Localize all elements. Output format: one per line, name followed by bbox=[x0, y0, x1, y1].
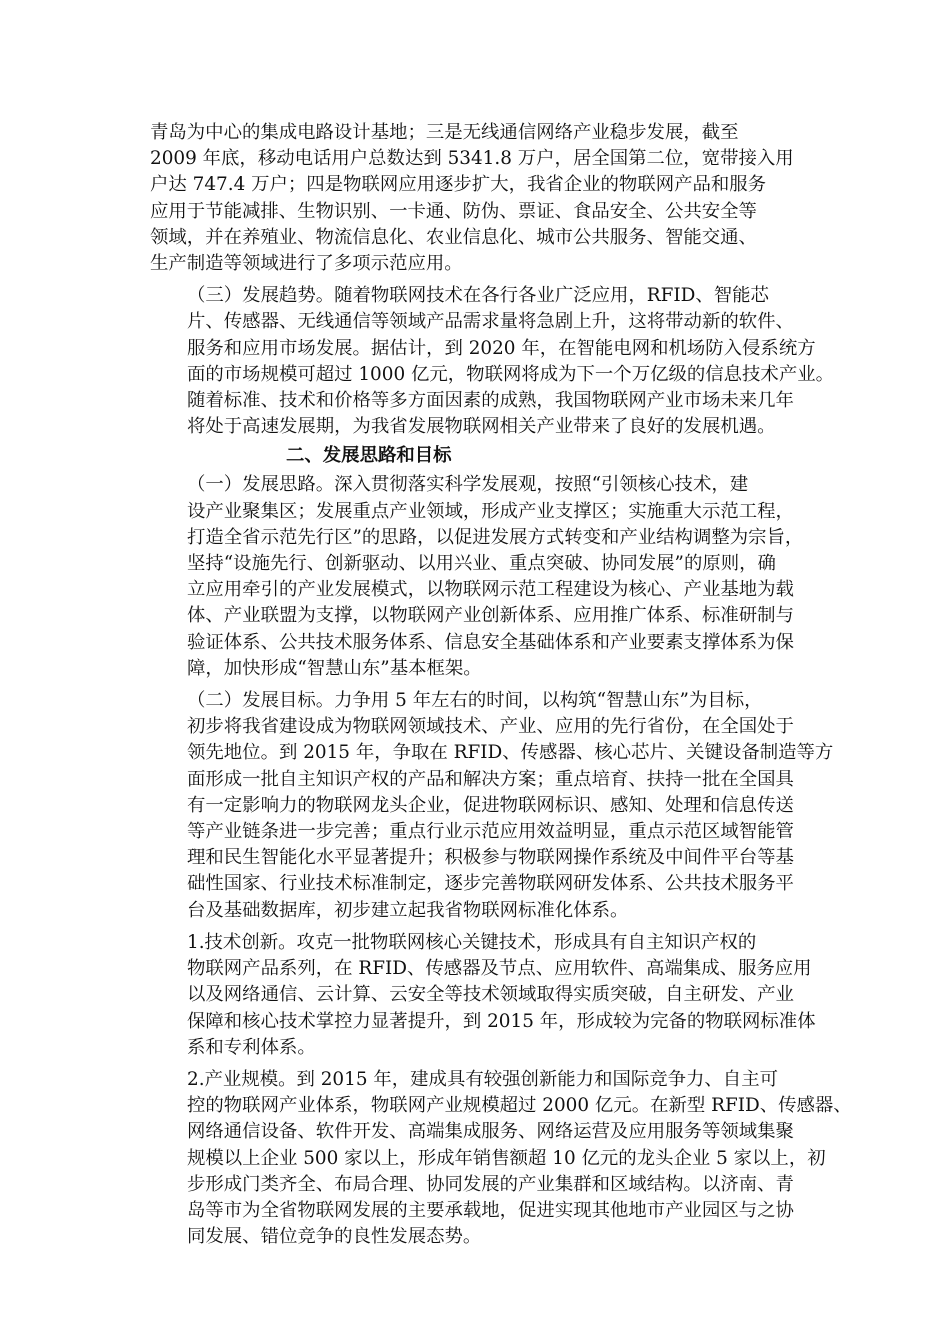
text-line: 岛等市为全省物联网发展的主要承载地，促进实现其他地市产业园区与之协 bbox=[187, 1199, 794, 1221]
text-line: 理和民生智能化水平显著提升；积极参与物联网操作系统及中间件平台等基 bbox=[187, 847, 794, 869]
text-line: 生产制造等领域进行了多项示范应用。 bbox=[150, 253, 463, 275]
text-line: 2.产业规模。到 2015 年，建成具有较强创新能力和国际竞争力、自主可 bbox=[187, 1068, 778, 1090]
text-line: 础性国家、行业技术标准制定，逐步完善物联网研发体系、公共技术服务平 bbox=[187, 873, 794, 895]
text-line: 随着标准、技术和价格等多方面因素的成熟，我国物联网产业市场未来几年 bbox=[187, 390, 794, 412]
text-line: 领域，并在养殖业、物流信息化、农业信息化、城市公共服务、智能交通、 bbox=[150, 226, 757, 248]
text-line: 验证体系、公共技术服务体系、信息安全基础体系和产业要素支撑体系为保 bbox=[187, 631, 794, 653]
text-line: 立应用牵引的产业发展模式，以物联网示范工程建设为核心、产业基地为载 bbox=[187, 579, 794, 601]
text-line: 网络通信设备、软件开发、高端集成服务、网络运营及应用服务等领域集聚 bbox=[187, 1121, 794, 1143]
text-line: 系和专利体系。 bbox=[187, 1036, 316, 1058]
text-line: 将处于高速发展期，为我省发展物联网相关产业带来了良好的发展机遇。 bbox=[187, 416, 776, 438]
text-line: 保障和核心技术掌控力显著提升，到 2015 年，形成较为完备的物联网标准体 bbox=[187, 1010, 816, 1032]
paragraph-industry-scale bbox=[150, 1067, 852, 1250]
document-page bbox=[150, 120, 852, 1250]
text-line: 青岛为中心的集成电路设计基地；三是无线通信网络产业稳步发展，截至 bbox=[150, 122, 739, 143]
text-line: 坚持“设施先行、创新驱动、以用兴业、重点突破、协同发展”的原则，确 bbox=[187, 553, 776, 575]
text-line: 规模以上企业 500 家以上，形成年销售额超 10 亿元的龙头企业 5 家以上，初 bbox=[187, 1147, 826, 1169]
text-line: 障，加快形成“智慧山东”基本框架。 bbox=[187, 657, 482, 679]
text-line: 初步将我省建设成为物联网领域技术、产业、应用的先行省份，在全国处于 bbox=[187, 716, 794, 738]
text-line: 设产业聚集区；发展重点产业领域，形成产业支撑区；实施重大示范工程， bbox=[187, 500, 794, 522]
text-line: 以及网络通信、云计算、云安全等技术领域取得实质突破，自主研发、产业 bbox=[187, 984, 794, 1006]
paragraph-tech-innovation bbox=[150, 930, 816, 1061]
text-line: 户达 747.4 万户；四是物联网应用逐步扩大，我省企业的物联网产品和服务 bbox=[150, 174, 767, 196]
text-line: （一）发展思路。深入贯彻落实科学发展观，按照“引领核心技术，建 bbox=[187, 474, 749, 496]
text-line: 控的物联网产业体系，物联网产业规模超过 2000 亿元。在新型 RFID、传感器、 bbox=[187, 1095, 852, 1117]
text-line: 物联网产品系列，在 RFID、传感器及节点、应用软件、高端集成、服务应用 bbox=[187, 958, 812, 980]
text-line: （二）发展目标。力争用 5 年左右的时间，以构筑“智慧山东”为目标， bbox=[187, 690, 763, 712]
text-line: 2009 年底，移动电话用户总数达到 5341.8 万户，居全国第二位，宽带接入用 bbox=[150, 148, 794, 170]
text-line: 1.技术创新。攻克一批物联网核心关键技术，形成具有自主知识产权的 bbox=[187, 931, 757, 953]
text-line: 应用于节能减排、生物识别、一卡通、防伪、票证、食品安全、公共安全等 bbox=[150, 200, 757, 222]
text-line: 同发展、错位竞争的良性发展态势。 bbox=[187, 1226, 482, 1248]
text-line: 面形成一批自主知识产权的产品和解决方案；重点培育、扶持一批在全国具 bbox=[187, 768, 794, 790]
text-line: 面的市场规模可超过 1000 亿元，物联网将成为下一个万亿级的信息技术产业。 bbox=[187, 363, 834, 385]
text-line: （三）发展趋势。随着物联网技术在各行各业广泛应用，RFID、智能芯 bbox=[187, 285, 769, 307]
paragraph-development-approach bbox=[150, 472, 810, 682]
text-line: 打造全省示范先行区”的思路，以促进发展方式转变和产业结构调整为宗旨， bbox=[187, 526, 804, 548]
text-line: 步形成门类齐全、布局合理、协同发展的产业集群和区域结构。以济南、青 bbox=[187, 1173, 794, 1195]
text-line: 等产业链条进一步完善；重点行业示范应用效益明显，重点示范区域智能管 bbox=[187, 821, 794, 843]
text-line: 体、产业联盟为支撑，以物联网产业创新体系、应用推广体系、标准研制与 bbox=[187, 605, 794, 627]
section-heading: 二、发展思路和目标 bbox=[286, 445, 452, 467]
paragraph-development-trend bbox=[150, 283, 834, 440]
text-line: 领先地位。到 2015 年，争取在 RFID、传感器、核心芯片、关键设备制造等方 bbox=[187, 742, 834, 764]
text-line: 有一定影响力的物联网龙头企业，促进物联网标识、感知、处理和信息传送 bbox=[187, 794, 794, 816]
paragraph-development-goals bbox=[150, 688, 834, 924]
text-line: 服务和应用市场发展。据估计，到 2020 年，在智能电网和机场防入侵系统方 bbox=[187, 337, 816, 359]
text-line: 片、传感器、无线通信等领域产品需求量将急剧上升，这将带动新的软件、 bbox=[187, 311, 794, 333]
text-line: 台及基础数据库，初步建立起我省物联网标准化体系。 bbox=[187, 899, 629, 921]
paragraph-industry-status-continued bbox=[150, 120, 810, 277]
